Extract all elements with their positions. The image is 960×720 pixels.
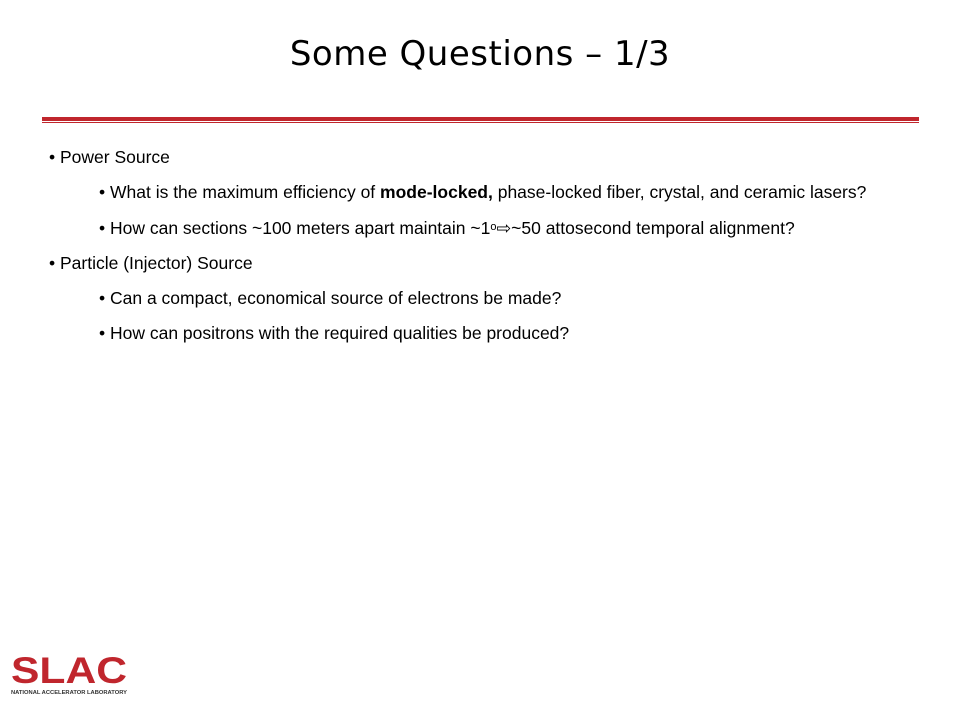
double-arrow-icon: ⇨	[496, 218, 512, 238]
bullet-power-source: • Power Source	[49, 147, 170, 167]
bullet-laser-efficiency-pre: • What is the maximum efficiency of	[99, 182, 381, 202]
bullet-laser-efficiency-bold: mode-locked,	[380, 182, 493, 202]
bullet-particle-source: • Particle (Injector) Source	[49, 253, 253, 273]
slac-logo	[10, 653, 130, 699]
degree-symbol: o	[490, 221, 497, 233]
divider-thick-line	[42, 117, 919, 121]
title-divider	[42, 117, 919, 124]
slide-title: Some Questions – 1/3	[289, 34, 671, 74]
bullet-positrons: • How can positrons with the required qualities be produced?	[99, 323, 570, 343]
bullet-electrons: • Can a compact, economical source of electrons be made?	[99, 288, 562, 308]
bullet-temporal-alignment	[99, 216, 869, 240]
bullet-alignment-pre: • How can sections ~100 meters apart maintain ~1	[99, 218, 491, 238]
bullet-list	[49, 146, 869, 357]
bullet-laser-efficiency-post: phase-locked fiber, crystal, and ceramic lasers?	[492, 182, 867, 202]
divider-thin-line	[42, 122, 919, 123]
bullet-laser-efficiency	[99, 181, 869, 204]
slac-logo-subtitle: NATIONAL ACCELERATOR LABORATORY	[11, 690, 128, 696]
bullet-alignment-post: ~50 attosecond temporal alignment?	[511, 218, 795, 238]
slac-logo-wordmark: SLAC	[11, 653, 127, 691]
